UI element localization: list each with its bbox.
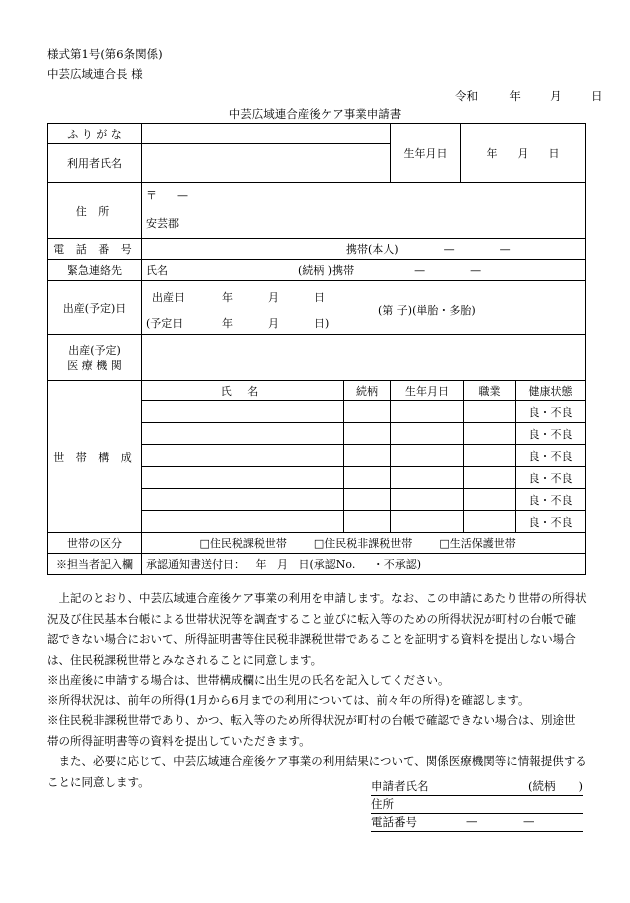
household-job-cell[interactable] [464,401,516,423]
birth-day: 日 [548,147,560,160]
household-relation-cell[interactable] [344,423,391,445]
category-label: 世帯の区分 [48,533,142,554]
applicant-line[interactable] [371,778,583,796]
birth-month: 月 [517,147,529,160]
applicant-phone-label: 電話番号 [371,815,417,829]
phone-dash-1: — [466,814,478,828]
institution-label: 出産(予定) 医 療 機 関 [48,335,142,381]
health-option[interactable]: 良・不良 [516,467,586,489]
date-year: 年 [509,89,521,103]
applicant-relation: (続柄 ) [528,779,583,793]
consent-info-sharing: また、必要に応じて、中芸広域連合産後ケア事業の利用結果について、関係医療機関等に情報提供することに同意します。 [47,754,587,789]
page-title: 中芸広域連合産後ケア事業申請書 [228,107,402,121]
name-field[interactable] [142,144,391,183]
household-birth-cell[interactable] [391,489,464,511]
household-relation-header: 続柄 [344,381,391,401]
household-job-cell[interactable] [464,445,516,467]
em-dash-2: — [470,264,482,277]
furigana-field[interactable] [142,124,391,144]
consent-paragraph: 上記のとおり、中芸広域連合産後ケア事業の利用を申請します。なお、この申請にあたり世帯の所得状況及び住民基本台帳による世帯状況等を調査すること並びに転入等のための所得状況が町村の台帳で確認できない場合において、所得証明書等住民税非課税世帯であることを証明する資料を提出しない場合は、住民税課税世帯とみなされることに同意します。 [47,591,587,667]
household-job-header: 職業 [464,381,516,401]
household-name-cell[interactable] [142,445,344,467]
addressee: 中芸広域連合長 様 [47,67,143,81]
address-field[interactable] [142,183,586,239]
health-option[interactable]: 良・不良 [516,511,586,533]
furigana-label: ふ り が な [48,124,142,144]
health-option[interactable]: 良・不良 [516,423,586,445]
staff-field[interactable]: 承認通知書送付日： 年 月 日(承認No. ・不承認) [142,554,586,575]
date-era: 令和 [455,89,478,103]
note-income: ※所得状況は、前年の所得(1月から6月までの利用については、前々年の所得)を確認します。 [47,693,530,707]
due-planned-label: (予定日 [146,316,184,330]
emergency-relation-label: (続柄 )携帯 [298,264,355,277]
mobile-dash-1: — [443,243,455,256]
note-nontaxable: ※住民税非課税世帯であり、かつ、転入等のため所得状況が町村の台帳で確認できない場合は、別途世帯の所得証明書等の資料を提出していただきます。 [47,713,576,748]
due-birth-year: 年 [222,290,233,304]
household-relation-cell[interactable] [344,445,391,467]
form-number: 様式第1号(第6条関係) [47,47,163,61]
household-birth-cell[interactable] [391,401,464,423]
household-name-cell[interactable] [142,489,344,511]
phone-dash-2: — [523,814,535,828]
health-option[interactable]: 良・不良 [516,401,586,423]
phone-label: 電 話 番 号 [48,239,142,260]
emergency-name-label: 氏名 [146,264,168,277]
postal-dash: — [177,189,188,202]
category-nontaxable-checkbox[interactable]: □住民税非課税世帯 [313,537,413,550]
household-relation-cell[interactable] [344,489,391,511]
household-birth-header: 生年月日 [391,381,464,401]
date-month: 月 [550,89,562,103]
emergency-field[interactable] [142,260,586,281]
address-county: 安芸郡 [146,217,179,230]
category-welfare-checkbox[interactable]: □生活保護世帯 [439,537,516,550]
note-newborn: ※出産後に申請する場合は、世帯構成欄に出生児の氏名を記入してください。 [47,673,450,687]
due-date-field[interactable] [142,281,586,335]
due-planned-day: 日) [314,316,330,330]
household-relation-cell[interactable] [344,401,391,423]
phone-field[interactable] [142,239,586,260]
household-birth-cell[interactable] [391,511,464,533]
due-date-label: 出産(予定)日 [48,281,142,335]
birth-label: 生年月日 [391,124,461,182]
household-name-cell[interactable] [142,511,344,533]
date-line [455,88,602,104]
name-label: 利用者氏名 [48,144,142,183]
household-birth-cell[interactable] [391,467,464,489]
household-label: 世 帯 構 成 [48,381,142,533]
due-planned-year: 年 [222,316,233,330]
birth-year: 年 [486,147,498,160]
birth-field[interactable] [461,124,585,182]
due-birth-label: 出産日 [152,290,185,304]
household-job-cell[interactable] [464,467,516,489]
household-relation-cell[interactable] [344,511,391,533]
postal-mark: 〒 [146,189,157,202]
due-birth-month: 月 [268,290,279,304]
applicant-phone-line[interactable] [371,814,583,832]
household-birth-cell[interactable] [391,423,464,445]
household-health-header: 健康状態 [516,381,586,401]
health-option[interactable]: 良・不良 [516,445,586,467]
household-name-cell[interactable] [142,423,344,445]
date-day: 日 [590,89,603,103]
household-job-cell[interactable] [464,511,516,533]
category-field [142,533,586,554]
child-order: (第 子)(単胎・多胎) [378,303,476,317]
address-label: 住 所 [48,183,142,239]
health-option[interactable]: 良・不良 [516,489,586,511]
emergency-label: 緊急連絡先 [48,260,142,281]
household-job-cell[interactable] [464,423,516,445]
mobile-self-label: 携帯(本人) [346,243,399,256]
applicant-address-label: 住所 [371,797,394,811]
household-relation-cell[interactable] [344,467,391,489]
due-birth-day: 日 [314,290,325,304]
household-name-cell[interactable] [142,401,344,423]
household-job-cell[interactable] [464,489,516,511]
staff-label: ※担当者記入欄 [48,554,142,575]
application-form [47,123,586,575]
em-dash-1: — [414,264,426,277]
category-taxable-checkbox[interactable]: □住民税課税世帯 [199,537,287,550]
applicant-label: 申請者氏名 [371,779,429,793]
institution-field[interactable] [142,335,586,381]
mobile-dash-2: — [499,243,511,256]
applicant-address-line[interactable] [371,796,583,814]
household-birth-cell[interactable] [391,445,464,467]
household-name-header: 氏 名 [142,381,344,401]
due-planned-month: 月 [268,316,279,330]
household-name-cell[interactable] [142,467,344,489]
